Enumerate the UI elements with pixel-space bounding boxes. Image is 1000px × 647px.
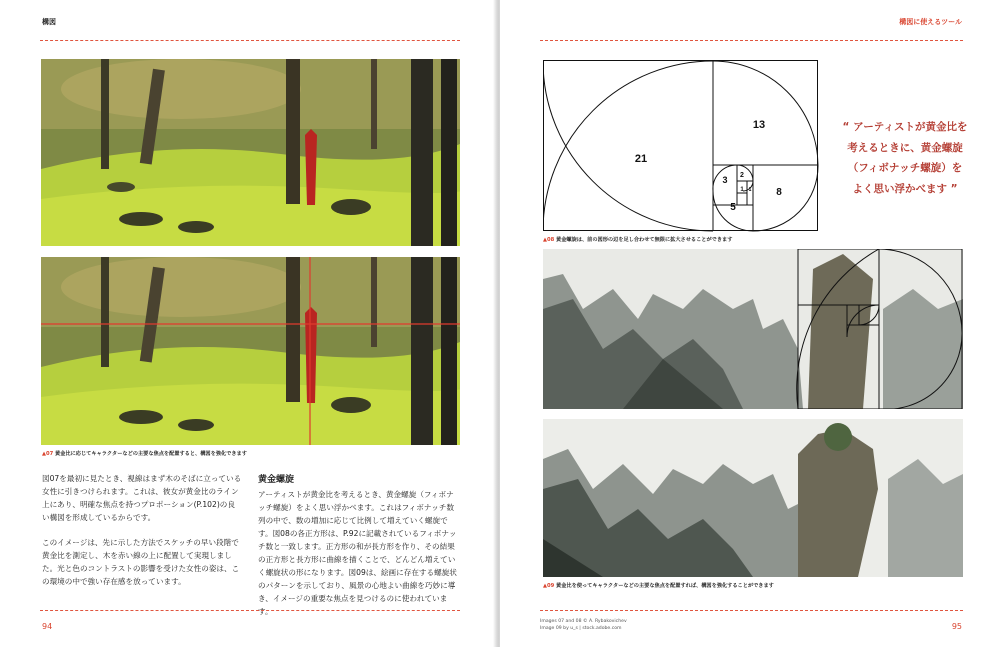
paragraph: 図07を最初に見たとき、視線はまず木のそばに立っている女性に引きつけられます。これは、彼女が黄金比のライン上にあり、明確な焦点を持つプロポーション(P.102)の良い構図を形成しているからです。 xyxy=(42,474,242,522)
top-divider xyxy=(40,40,460,41)
top-divider xyxy=(540,40,963,41)
caption-09: ▲09 黄金比を使ってキャラクターなどの主要な焦点を配置すれば、構図を強化することができます xyxy=(543,583,774,589)
fibonacci-spiral-diagram-08 xyxy=(543,60,819,232)
page-number: 94 xyxy=(42,622,53,631)
quote-line: 考えるときに、黄金螺旋 xyxy=(847,141,963,154)
section-heading: 黄金螺旋 xyxy=(258,475,295,485)
caption-08: ▲08 黄金螺旋は、前の図形の辺を足し合わせて無限に拡大させることができます xyxy=(543,237,733,243)
fib-label: 2 xyxy=(740,172,744,179)
bottom-divider xyxy=(540,610,963,611)
paragraph: このイメージは、先に示した方法でスケッチの早い段階で黄金比を測定し、木を赤い線の上に配置して実現しました。光と色のコントラストの影響を受けた女性の姿は、この環境の中で強い存在感を放っています。 xyxy=(42,538,240,586)
bottom-divider xyxy=(40,610,460,611)
body-column-1 xyxy=(42,472,242,600)
fib-label: 8 xyxy=(776,187,782,198)
fib-label: 1 xyxy=(748,187,752,193)
image-credits: Images 07 and 08 © A. Rybakovichev Image 09 by u_s | stock.adobe.com xyxy=(540,619,627,631)
rock-landscape-with-spiral-09 xyxy=(543,249,963,409)
page-number: 95 xyxy=(951,622,962,631)
body-column-2 xyxy=(258,488,461,630)
fib-label: 1 xyxy=(740,187,744,193)
left-page xyxy=(0,0,496,647)
fib-label: 21 xyxy=(634,153,648,165)
pull-quote xyxy=(836,117,974,199)
quote-line: （フィボナッチ螺旋）を xyxy=(847,162,963,174)
fib-label: 13 xyxy=(752,119,766,131)
fib-label: 5 xyxy=(730,202,736,213)
caption-07: ▲07 黄金比に応じてキャラクターなどの主要な焦点を配置すると、構図を強化できます xyxy=(42,451,247,457)
forest-illustration-07 xyxy=(41,59,460,246)
quote-line: “ アーティストが黄金比を xyxy=(842,121,968,133)
forest-illustration-07-golden-lines xyxy=(41,257,460,445)
quote-line: よく思い浮かべます ” xyxy=(852,182,958,195)
right-running-header: 構図に使えるツール xyxy=(899,18,962,26)
fib-label: 3 xyxy=(722,175,728,185)
left-running-header: 構図 xyxy=(42,18,56,26)
paragraph: アーティストが黄金比を考えるとき、黄金螺旋（フィボナッチ螺旋）をよく思い浮かべます。これはフィボナッチ数列の中で、数の増加に応じて比例して増えていく螺旋です。図08の各正方形は、P.92に記載されているフィボナッチ数と一致します。正方形の和が長方形を作り、その結果の正方形と長方形に曲線を描くことで、どんどん増えていく螺旋状の形になります。図09は、絵画に存在する螺旋状のパターンを示しており、風景の心地よい曲線を巧妙に導き、イメージの重要な焦点を見つけるのに使われています。 xyxy=(258,490,457,616)
rock-landscape-09 xyxy=(543,419,963,577)
